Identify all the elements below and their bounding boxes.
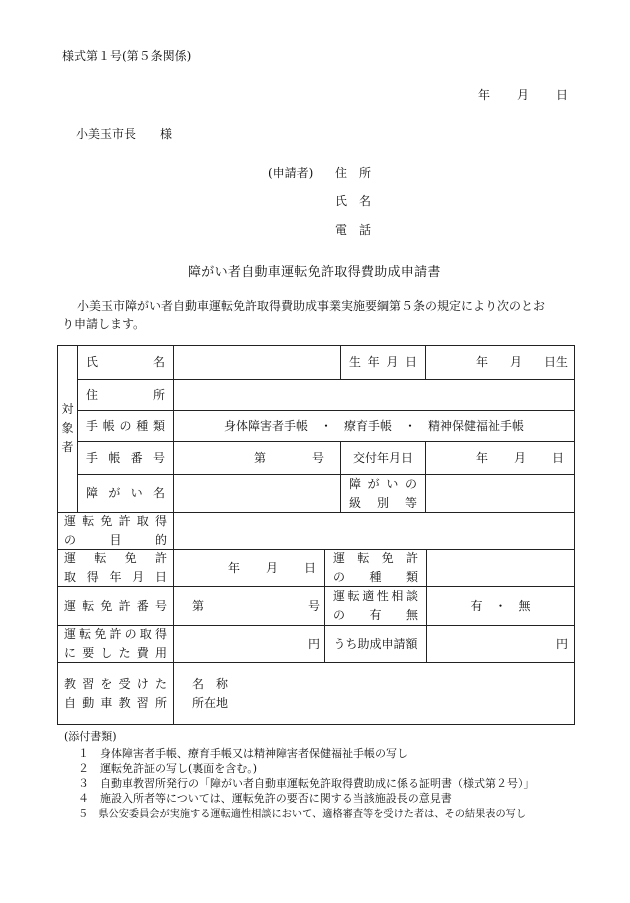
- intro-line-1: 小美玉市障がい者自動車運転免許取得費助成事業実施要綱第５条の規定により次のとお: [77, 299, 546, 313]
- aptitude-consult-options[interactable]: 有 ・ 無: [470, 598, 531, 613]
- attachment-item: ５ 県公安委員会が実施する運転適性相談において、適格審査等を受けた者は、その結果表の写し: [78, 809, 527, 820]
- disability-name-label: 障 が い 名: [86, 486, 165, 500]
- name-field[interactable]: [174, 346, 340, 379]
- issue-date-field[interactable]: 年 月 日: [475, 450, 564, 465]
- license-purpose-field[interactable]: [174, 513, 574, 549]
- handbook-number-label: 手 帳 番 号: [86, 450, 165, 465]
- name-label: 氏 名: [86, 355, 165, 369]
- applicant-address-label: 住 所: [335, 166, 372, 180]
- aptitude-consult-label: 運 転 適 性 相 談 の 有 無: [333, 589, 418, 622]
- handbook-type-options[interactable]: 身体障害者手帳 ・ 療育手帳 ・ 精神保健福祉手帳: [223, 418, 524, 433]
- attachment-item: １ 身体障害者手帳、療育手帳又は精神障害者保健福祉手帳の写し: [78, 747, 408, 760]
- form-number: 様式第１号(第５条関係): [62, 49, 192, 63]
- application-form-table: [57, 345, 575, 725]
- attachment-item: ４ 施設入所者等については、運転免許の要否に関する当該施設長の意見書: [78, 792, 452, 805]
- attachment-item: ３ 自動車教習所発行の「障がい者自動車運転免許取得費助成に係る証明書（様式第２号）」: [78, 777, 535, 790]
- intro-line-2: り申請します。: [62, 317, 146, 331]
- birth-date-field[interactable]: 年 月 日生: [475, 355, 568, 369]
- license-number-label: 運 転 免 許 番 号: [64, 598, 167, 613]
- license-purpose-label: 運 転 免 許 取 得 の 目 的: [64, 514, 167, 547]
- handbook-type-label: 手 帳 の 種 類: [86, 418, 165, 433]
- date-line: 年 月 日: [478, 88, 570, 102]
- addressee: 小美玉市長 様: [76, 127, 173, 141]
- disability-grade-field[interactable]: [426, 475, 574, 512]
- subsidy-amount-field[interactable]: 円: [555, 636, 568, 651]
- attachments-heading: (添付書類): [64, 730, 117, 743]
- disability-name-field[interactable]: [174, 475, 340, 512]
- subsidy-amount-label: うち助成申請額: [333, 636, 418, 651]
- disability-grade-label: 障 が い の 級 別 等: [349, 476, 417, 510]
- applicant-role-label: (申請者): [268, 166, 314, 180]
- birth-date-label: 生 年 月 日: [349, 355, 417, 369]
- issue-date-label: 交付年月日: [352, 450, 413, 465]
- address-field[interactable]: [174, 380, 574, 410]
- handbook-number-field[interactable]: 第 号: [254, 450, 324, 465]
- license-number-field[interactable]: 第 号: [192, 598, 320, 613]
- applicant-phone-label: 電 話: [335, 223, 372, 237]
- license-type-field[interactable]: [427, 550, 574, 586]
- applicant-name-label: 氏 名: [335, 194, 372, 208]
- school-name-label: 名 称: [192, 676, 229, 691]
- school-address-label: 所在地: [192, 695, 229, 710]
- license-cost-label: 運 転 免 許 の 取 得 に 要 し た 費 用: [64, 627, 167, 660]
- target-person-label: 対 象 者: [61, 402, 74, 454]
- license-acquired-date-field[interactable]: 年 月 日: [227, 560, 316, 575]
- license-acquired-date-label: 運 転 免 許 取 得 年 月 日: [64, 551, 167, 584]
- license-type-label: 運 転 免 許 の 種 類: [333, 551, 418, 584]
- attachment-item: ２ 運転免許証の写し(裏面を含む。): [78, 762, 258, 775]
- driving-school-field[interactable]: [174, 663, 574, 724]
- driving-school-label: 教 習 を 受 け た 自 動 車 教 習 所: [64, 676, 167, 710]
- form-title: 障がい者自動車運転免許取得費助成申請書: [188, 265, 441, 280]
- address-label: 住 所: [86, 387, 165, 402]
- license-cost-field[interactable]: 円: [307, 636, 320, 651]
